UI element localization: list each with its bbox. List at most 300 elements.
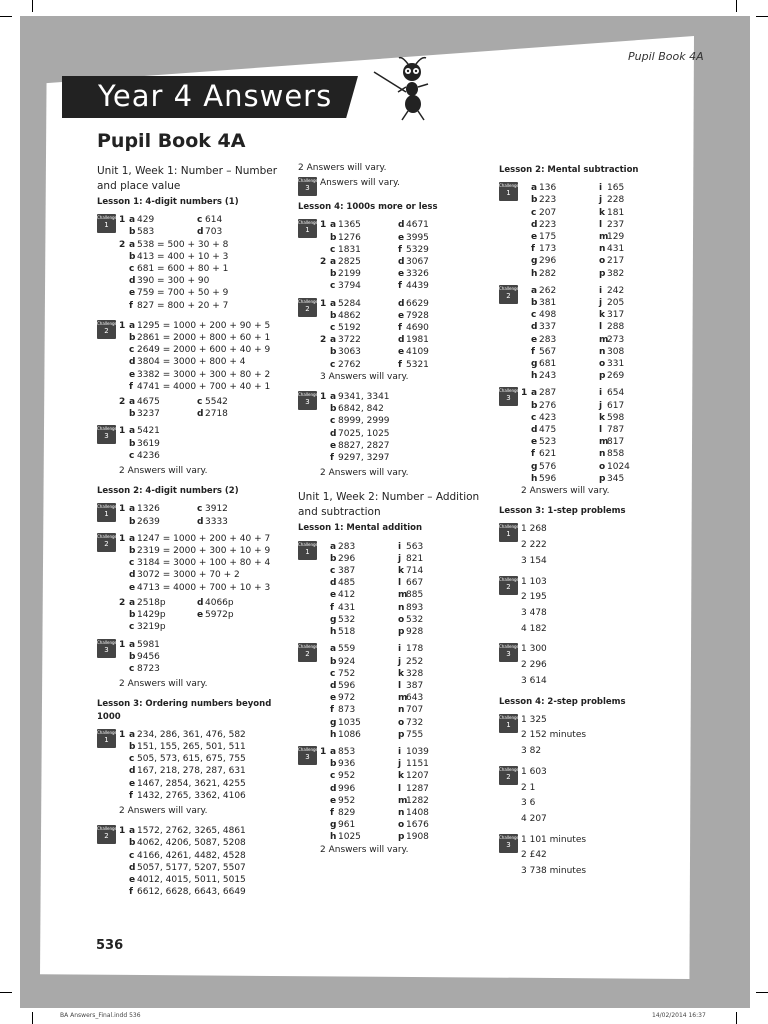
answer-value: 5972p <box>205 610 234 621</box>
answer-letter: d <box>197 597 204 608</box>
challenge-badge <box>97 503 116 522</box>
answer-rows <box>320 643 423 741</box>
answer-row <box>119 214 228 226</box>
answer-letter: a <box>129 239 136 250</box>
answer-value: 3326 <box>406 269 429 280</box>
answer-letter: b <box>129 546 136 557</box>
challenge-badge-number: 3 <box>506 840 511 849</box>
challenge-badge <box>298 391 317 410</box>
answer-row <box>320 322 429 334</box>
answer-value: 5542 <box>205 397 228 408</box>
question <box>119 825 246 898</box>
challenge-badge-number: 3 <box>506 650 511 659</box>
answers-column-2 <box>298 162 490 864</box>
answer-row <box>119 597 270 609</box>
answer-row <box>320 452 408 464</box>
answer-value: 1276 <box>338 232 361 243</box>
answer-value: 412 <box>338 590 356 601</box>
question-number <box>119 344 129 356</box>
challenge-badge-label: Challenge <box>499 285 519 291</box>
question-number <box>521 461 531 473</box>
answer-value: 328 <box>406 668 424 679</box>
question-number <box>320 831 330 843</box>
challenge-badge-label: Challenge <box>499 644 519 650</box>
question-number: 1 <box>119 320 126 331</box>
question-number <box>521 243 531 255</box>
answer-value: 283 <box>539 334 557 345</box>
answer-letter: a <box>330 644 337 655</box>
challenge-badge-label: Challenge <box>97 826 117 832</box>
running-header: Pupil Book 4A <box>628 50 704 63</box>
challenge-badge-label: Challenge <box>97 639 117 645</box>
question-number <box>320 577 330 589</box>
answer-row <box>119 862 246 874</box>
answer-value: 181 <box>607 207 625 218</box>
answer-letter: b <box>330 759 337 770</box>
question-number: 2 <box>119 397 126 408</box>
answer-letter: o <box>398 717 405 728</box>
answer-rows <box>119 214 228 238</box>
answer-value: 382 <box>607 268 625 279</box>
answer-letter: a <box>531 285 538 296</box>
answer-value: 1408 <box>406 807 429 818</box>
answer-rows <box>320 541 423 639</box>
question-number <box>119 287 129 299</box>
answer-row <box>521 268 624 280</box>
answer-letter: d <box>531 219 538 230</box>
answer-letter: i <box>398 541 402 552</box>
answer-value: 485 <box>338 578 356 589</box>
answer-letter: c <box>330 244 336 255</box>
answer-row <box>119 251 228 263</box>
question <box>320 391 408 464</box>
answer-row <box>320 334 429 346</box>
answer-letter: h <box>330 627 337 638</box>
crop-mark <box>736 1012 737 1024</box>
answer-letter: b <box>330 232 337 243</box>
answer-letter: b <box>129 333 136 344</box>
answer-value: 234, 286, 361, 476, 582 <box>137 729 246 740</box>
question-number <box>320 668 330 680</box>
answer-value: 228 <box>607 195 625 206</box>
answer-value: 3219p <box>137 622 166 633</box>
answer-letter: a <box>129 639 136 650</box>
question-number <box>119 778 129 790</box>
answer-value: 475 <box>539 425 557 436</box>
answer-letter: g <box>531 256 538 267</box>
answer-row <box>320 831 429 843</box>
question-number <box>119 621 129 633</box>
answer-line: 2 Answers will vary. <box>320 844 409 855</box>
answer-letter: e <box>197 610 204 621</box>
answer-line: 1 300 <box>521 644 547 655</box>
answer-letter: a <box>330 257 337 268</box>
answer-line: 3 82 <box>521 746 542 757</box>
answer-value: 617 <box>607 400 625 411</box>
challenge-answers <box>119 503 228 527</box>
answer-letter: a <box>531 388 538 399</box>
answer-letter: f <box>330 807 334 818</box>
answer-value: 252 <box>406 656 424 667</box>
challenge-badge <box>97 729 116 748</box>
answer-value: 431 <box>607 244 625 255</box>
answer-letter: d <box>129 276 136 287</box>
answer-value: 996 <box>338 783 356 794</box>
answer-letter: a <box>330 220 337 231</box>
answer-row <box>119 545 270 557</box>
challenge-block <box>97 320 287 421</box>
challenge-answers <box>320 643 423 741</box>
answer-value: 1429p <box>137 610 166 621</box>
answer-letter: l <box>599 322 603 333</box>
answer-value: 331 <box>607 359 625 370</box>
answer-row <box>119 621 270 633</box>
challenge-answers <box>119 320 270 421</box>
answer-value: 381 <box>539 298 557 309</box>
answer-letter: j <box>398 759 402 770</box>
challenge-badge-label: Challenge <box>499 766 519 772</box>
answers-column-3 <box>499 162 679 886</box>
question-number <box>119 609 129 621</box>
challenge-block <box>298 643 490 741</box>
challenge-answers <box>119 639 207 694</box>
answer-letter: e <box>531 437 538 448</box>
answer-letter: n <box>599 346 606 357</box>
challenge-badge-label: Challenge <box>298 392 318 398</box>
answer-row <box>119 239 228 251</box>
answer-value: 287 <box>539 388 557 399</box>
answer-value: 3067 <box>406 257 429 268</box>
answer-letter: b <box>330 553 337 564</box>
answer-letter: n <box>599 449 606 460</box>
challenge-block <box>499 285 679 383</box>
answer-letter: m <box>599 334 609 345</box>
question-number: 2 <box>119 597 126 608</box>
answer-letter: i <box>398 644 402 655</box>
challenge-badge <box>97 825 116 844</box>
answer-line: 2 296 <box>521 660 547 671</box>
answer-letter: h <box>531 268 538 279</box>
answer-letter: c <box>330 359 336 370</box>
answer-value: 4671 <box>406 220 429 231</box>
answer-row <box>119 729 246 741</box>
question-number <box>521 424 531 436</box>
question-number <box>119 545 129 557</box>
question <box>119 639 207 676</box>
answer-letter: d <box>330 578 337 589</box>
answer-value: 643 <box>406 693 424 704</box>
answer-value: 8723 <box>137 663 160 674</box>
question-number <box>521 255 531 267</box>
question-number <box>521 285 531 297</box>
answer-value: 8999, 2999 <box>338 416 390 427</box>
question-number <box>320 758 330 770</box>
answer-value: 576 <box>539 461 557 472</box>
answer-row <box>320 541 423 553</box>
answer-value: 7025, 1025 <box>338 428 390 439</box>
answer-value: 423 <box>539 412 557 423</box>
question-number <box>119 765 129 777</box>
answer-row <box>119 874 246 886</box>
answer-letter: c <box>330 668 336 679</box>
answer-value: 853 <box>338 746 356 757</box>
answer-value: 7928 <box>406 310 429 321</box>
answer-value: 858 <box>607 449 625 460</box>
answer-value: 237 <box>607 219 625 230</box>
question-number <box>521 448 531 460</box>
question-number <box>521 473 531 485</box>
question-number <box>320 643 330 655</box>
question-number <box>119 850 129 862</box>
question-number <box>119 790 129 802</box>
challenge-answers <box>521 834 586 881</box>
question-number <box>320 232 330 244</box>
answer-value: 787 <box>607 425 625 436</box>
answer-value: 6629 <box>406 298 429 309</box>
question-number: 1 <box>119 426 126 437</box>
answer-line: 4 182 <box>521 623 547 634</box>
challenge-badge <box>97 533 116 552</box>
question-number <box>320 359 330 371</box>
question-number <box>521 412 531 424</box>
answer-letter: j <box>599 298 603 309</box>
answer-line: 1 325 <box>521 714 547 725</box>
answer-letter: d <box>531 425 538 436</box>
question-number <box>320 795 330 807</box>
challenge-answers <box>521 766 547 829</box>
answer-value: 5421 <box>137 426 160 437</box>
answer-row <box>119 639 207 651</box>
answer-letter: h <box>531 371 538 382</box>
lesson-heading: Lesson 1: Mental addition <box>298 523 423 534</box>
crop-mark <box>0 992 12 993</box>
answer-value: 707 <box>406 705 424 716</box>
answer-row <box>320 391 408 403</box>
challenge-block <box>298 298 490 386</box>
answer-value: 223 <box>539 219 557 230</box>
answer-value: 151, 155, 265, 501, 511 <box>137 741 246 752</box>
question-number <box>521 370 531 382</box>
answer-value: 9297, 3297 <box>338 453 390 464</box>
answer-letter: m <box>398 693 408 704</box>
answer-letter: f <box>330 453 334 464</box>
answer-value: 4236 <box>137 450 160 461</box>
question-number: 1 <box>521 388 528 399</box>
answer-line: 3 738 minutes <box>521 866 587 877</box>
answer-letter: g <box>531 359 538 370</box>
answer-value: 755 <box>406 729 424 740</box>
answer-row <box>119 582 270 594</box>
answer-letter: e <box>129 582 136 593</box>
challenge-badge-label: Challenge <box>97 215 117 221</box>
answer-value: 4862 <box>338 310 361 321</box>
challenge-badge-number: 2 <box>104 832 109 841</box>
answer-letter: f <box>129 300 133 311</box>
challenge-badge-label: Challenge <box>97 320 117 326</box>
answer-value: 3382 = 3000 + 300 + 80 + 2 <box>137 369 271 380</box>
question-number <box>521 334 531 346</box>
answer-value: 714 <box>406 566 424 577</box>
challenge-block <box>499 643 679 690</box>
challenge-block <box>97 533 287 634</box>
question-number <box>320 415 330 427</box>
answer-row <box>521 285 624 297</box>
answer-row <box>320 668 423 680</box>
challenge-answers <box>521 523 547 570</box>
answer-letter: d <box>197 227 204 238</box>
question-number <box>119 582 129 594</box>
print-slug-file: BA Answers_Final.indd 536 <box>60 1012 141 1019</box>
answer-row <box>119 778 246 790</box>
answer-line: 2 195 <box>521 592 547 603</box>
question-number <box>320 626 330 638</box>
answer-row <box>119 226 228 238</box>
answer-value: 559 <box>338 644 356 655</box>
crop-mark <box>756 16 768 17</box>
question-number <box>521 346 531 358</box>
challenge-block <box>298 391 490 482</box>
question-number <box>119 450 129 462</box>
answer-value: 5057, 5177, 5207, 5507 <box>137 862 246 873</box>
answer-letter: j <box>599 400 603 411</box>
answer-row <box>521 400 630 412</box>
question-number <box>521 207 531 219</box>
answer-row <box>320 428 408 440</box>
answer-letter: m <box>599 232 609 243</box>
answer-value: 532 <box>338 614 356 625</box>
answer-letter: p <box>398 729 405 740</box>
challenge-badge-label: Challenge <box>499 576 519 582</box>
answer-row <box>119 450 207 462</box>
challenge-badge <box>499 387 518 406</box>
challenge-badge-number: 1 <box>104 735 109 744</box>
answer-letter: a <box>129 729 136 740</box>
question-number <box>521 358 531 370</box>
answer-value: 3912 <box>205 504 228 515</box>
print-slug-date: 14/02/2014 16:37 <box>652 1012 706 1019</box>
challenge-badge-number: 1 <box>506 189 511 198</box>
answer-value: 5329 <box>406 244 429 255</box>
answer-line: 1 268 <box>521 524 547 535</box>
question-number <box>119 381 129 393</box>
answer-row <box>320 298 429 310</box>
answer-letter: b <box>129 516 136 527</box>
answer-letter: p <box>599 473 606 484</box>
challenge-block <box>298 219 490 292</box>
question-number <box>320 602 330 614</box>
answer-value: 3995 <box>406 232 429 243</box>
challenge-answers <box>119 425 207 480</box>
challenge-badge-number: 3 <box>104 432 109 441</box>
answer-value: 1908 <box>406 832 429 843</box>
question-number <box>119 275 129 287</box>
answer-value: 283 <box>338 541 356 552</box>
challenge-badge <box>298 177 317 196</box>
challenge-badge-number: 3 <box>305 398 310 407</box>
question-number <box>119 557 129 569</box>
answer-value: 1039 <box>406 746 429 757</box>
answer-row <box>320 219 429 231</box>
answer-letter: f <box>398 244 402 255</box>
answer-letter: f <box>398 281 402 292</box>
answer-letter: n <box>398 807 405 818</box>
answer-letter: p <box>599 371 606 382</box>
answer-row <box>521 231 624 243</box>
answer-letter: c <box>330 323 336 334</box>
answer-value: 5981 <box>137 639 160 650</box>
answer-row <box>320 553 423 565</box>
answer-letter: b <box>129 651 136 662</box>
question-number <box>119 886 129 898</box>
challenge-badge-label: Challenge <box>499 183 519 189</box>
challenge-badge-number: 2 <box>506 772 511 781</box>
answer-letter: c <box>129 850 135 861</box>
challenge-badge-label: Challenge <box>499 388 519 394</box>
answer-row <box>119 741 246 753</box>
question-number <box>119 862 129 874</box>
answer-row <box>119 765 246 777</box>
answer-letter: b <box>129 741 136 752</box>
answer-letter: b <box>129 610 136 621</box>
answer-value: 1024 <box>607 461 630 472</box>
challenge-answers <box>320 541 423 639</box>
answer-line: 2 Answers will vary. <box>320 468 409 479</box>
answer-row <box>320 403 408 415</box>
question-number <box>119 663 129 675</box>
answer-letter: g <box>330 614 337 625</box>
question <box>119 239 228 312</box>
answer-line: 2 Answers will vary. <box>298 163 387 173</box>
answer-letter: g <box>330 717 337 728</box>
answer-row <box>521 346 624 358</box>
answer-row <box>320 268 429 280</box>
answer-letter: d <box>197 409 204 420</box>
answer-value: 6612, 6628, 6643, 6649 <box>137 887 246 898</box>
challenge-badge <box>499 182 518 201</box>
question-number: 1 <box>320 746 327 757</box>
challenge-answers <box>521 182 624 280</box>
answer-row <box>320 440 408 452</box>
answer-line: 2 1 <box>521 782 536 793</box>
answer-value: 5192 <box>338 323 361 334</box>
question-number <box>119 569 129 581</box>
answer-row <box>119 408 270 420</box>
answer-value: 621 <box>539 449 557 460</box>
answer-row <box>320 807 429 819</box>
answer-value: 4066p <box>205 597 234 608</box>
answer-value: 498 <box>539 310 557 321</box>
answer-value: 262 <box>539 285 557 296</box>
answer-letter: e <box>330 440 337 451</box>
answer-value: 1295 = 1000 + 200 + 90 + 5 <box>137 320 271 331</box>
answer-value: 505, 573, 615, 675, 755 <box>137 754 246 765</box>
answer-value: 6842, 842 <box>338 404 384 415</box>
answer-letter: h <box>330 832 337 843</box>
answer-letter: a <box>129 426 136 437</box>
answer-row <box>119 557 270 569</box>
lesson-heading: Lesson 4: 2-step problems <box>499 696 626 707</box>
answer-value: 317 <box>607 310 625 321</box>
challenge-badge-label: Challenge <box>298 220 318 226</box>
answer-letter: f <box>330 705 334 716</box>
answer-row <box>320 680 423 692</box>
question-number <box>119 356 129 368</box>
answer-row <box>320 602 423 614</box>
challenge-badge <box>298 298 317 317</box>
question-number: 1 <box>320 392 327 403</box>
question-number <box>119 263 129 275</box>
answer-letter: a <box>129 533 136 544</box>
